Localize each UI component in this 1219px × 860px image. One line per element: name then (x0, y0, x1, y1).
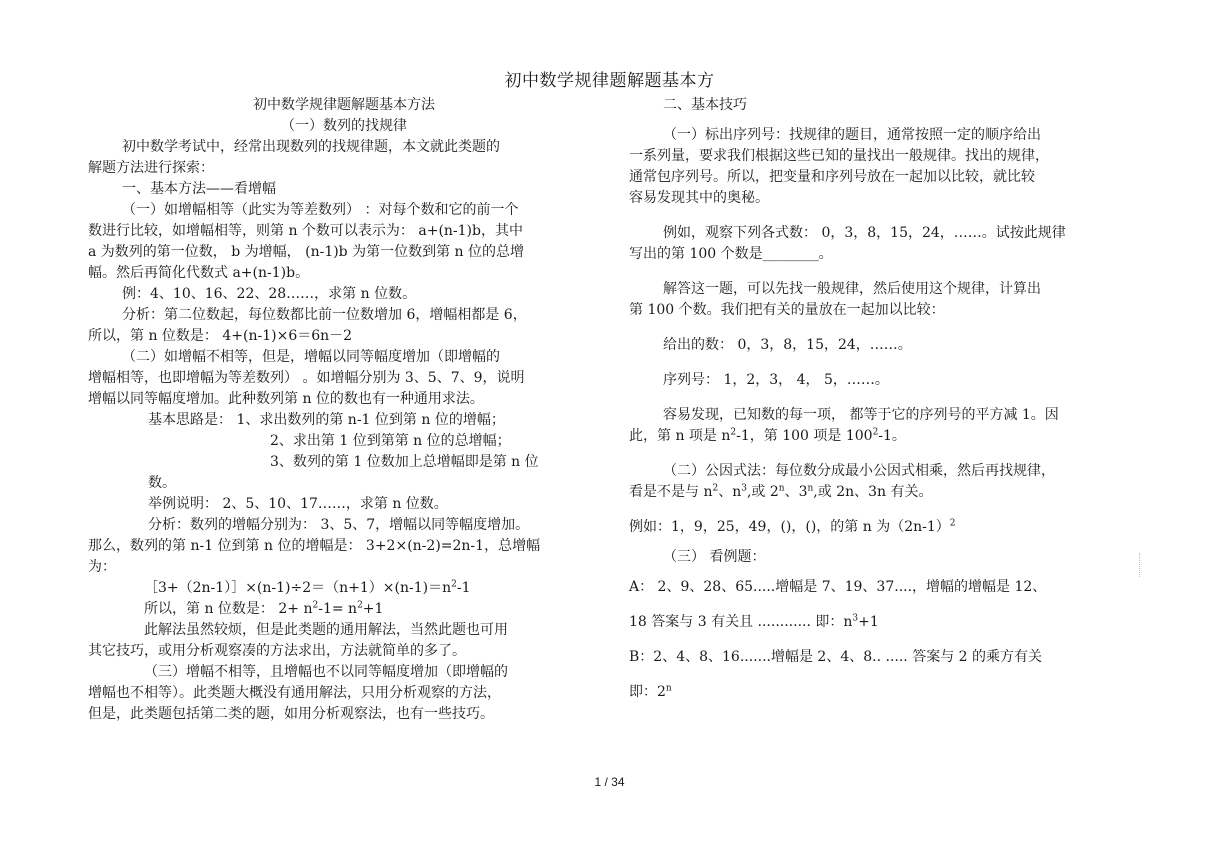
example-line: 举例说明： 2、5、10、17……，求第 n 位数。 (148, 496, 448, 512)
paragraph-line: 解答这一题，可以先找一般规律，然后使用这个规律，计算出 (663, 281, 1041, 297)
paragraph-line: 为： (88, 559, 116, 575)
page-total: 34 (611, 775, 625, 789)
heading-line: 一、基本方法——看增幅 (122, 181, 276, 197)
paragraph-line: 解题方法进行探索： (88, 160, 214, 176)
paragraph-line: 幅。然后再简化代数式 a+(n-1)b。 (88, 265, 310, 281)
given-numbers-line: 给出的数： 0，3，8，15，24，……。 (663, 337, 912, 353)
paragraph-line: （一）如增幅相等（此实为等差数列） ：对每个数和它的前一个 (122, 202, 519, 218)
paragraph-line: 所以，第 n 位数是： 4+(n-1)×6＝6n－2 (88, 328, 353, 344)
paragraph-line: 增幅也不相等）。此类题大概没有通用解法，只用分析观察的方法， (88, 685, 501, 701)
example-line: 例如：1，9，25，49，()，()，的第 n 为$(2n-1)^2$ (629, 518, 956, 535)
right-column (629, 95, 1149, 703)
sequence-index-line: 序列号： 1，2，3， 4， 5，……。 (663, 372, 889, 388)
paragraph-line: 一系列量，要求我们根据这些已知的量找出一般规律。找出的规律， (629, 148, 1049, 164)
formula-line: $[3+(2n-1)]\times(n-1)\div 2=(n+1)\times(n-1)=n^2-1$ (144, 579, 471, 596)
subsection-title: （一）数列的找规律 (281, 118, 407, 134)
paragraph-line: 增幅相等，也即增幅为等差数列） 。如增幅分别为 3、5、7、9，说明 (88, 370, 525, 386)
paragraph-line: （三）增幅不相等，且增幅也不以同等幅度增加（即增幅的 (144, 664, 508, 680)
step-line: 3、数列的第 1 位数加上总增幅即是第 n 位 (270, 454, 539, 470)
subsection-title: （三） 看例题： (663, 549, 766, 565)
paragraph-line: 分析：数列的增幅分别为： 3、5、7，增幅以同等幅度增加。 (148, 517, 530, 533)
paragraph-line: 通常包序列号。所以，把变量和序列号放在一起加以比较，就比较 (629, 169, 1035, 185)
page-number (0, 775, 1219, 789)
paragraph-line: 增幅以同等幅度增加。此种数列第 n 位的数也有一种通用求法。 (88, 391, 484, 407)
paragraph-line: 初中数学考试中，经常出现数列的找规律题，本文就此类题的 (122, 139, 500, 155)
paragraph-line: 此解法虽然较烦，但是此类题的通用解法，当然此题也可用 (144, 622, 508, 638)
paragraph-line: 但是，此类题包括第二类的题，如用分析观察法，也有一些技巧。 (88, 706, 494, 722)
paragraph-line: 其它技巧，或用分析观察凑的方法求出，方法就简单的多了。 (88, 643, 466, 659)
paragraph-line: （一）标出序列号：找规律的题目，通常按照一定的顺序给出 (663, 127, 1041, 143)
formula-line: 此，第 n 项是 $n^2-1$，第 100 项是 $100^2-1$。 (629, 427, 906, 444)
example-line: A： 2、9、28、65.....增幅是 7、19、37....，增幅的增幅是 12、 (629, 579, 1047, 595)
paragraph-line: 那么，数列的第 n-1 位到第 n 位的增幅是： 3+2×(n-2)=2n-1，总增幅 (88, 538, 541, 554)
left-column (88, 95, 600, 725)
paragraph-line: 容易发现，已知数的每一项， 都等于它的序列号的平方减 1。因 (663, 407, 1059, 423)
page-separator: / (601, 775, 612, 789)
section-title: 初中数学规律题解题基本方法 (253, 97, 435, 113)
example-line: 例如，观察下列各式数： 0，3，8，15，24，……。试按此规律 (663, 225, 1066, 241)
document-title: 初中数学规律题解题基本方 (504, 71, 715, 91)
step-line: 2、求出第 1 位到第第 n 位的总增幅； (270, 433, 511, 449)
section-title: 二、基本技巧 (663, 97, 747, 113)
step-line: 基本思路是： 1、求出数列的第 n-1 位到第 n 位的增幅； (148, 412, 505, 428)
formula-line: 所以，第 n 位数是： $2+ n^2-1= n^2+1$ (144, 600, 384, 617)
example-line: 例：4、10、16、22、28……，求第 n 位数。 (122, 286, 417, 302)
paragraph-line: 分析：第二位数起，每位数都比前一位数增加 6，增幅相都是 6， (122, 307, 527, 323)
example-line: 写出的第 100 个数是________。 (629, 246, 833, 262)
paragraph-line: （二）公因式法：每位数分成最小公因式相乘，然后再找规律， (663, 463, 1055, 479)
formula-line: 看是不是与 $n^2$、$n^3$,或 2$^n$、3$^n$,或 2n、3n 有关。 (629, 483, 933, 500)
paragraph-line: （二）如增幅不相等，但是，增幅以同等幅度增加（即增幅的 (122, 349, 500, 365)
paragraph-line: a 为数列的第一位数， b 为增幅， (n-1)b 为第一位数到第 n 位的总增 (88, 244, 525, 260)
paragraph-line: 第 100 个数。我们把有关的量放在一起加以比较： (629, 302, 945, 318)
page-current: 1 (594, 775, 602, 789)
paragraph-line: 数进行比较，如增幅相等，则第 n 个数可以表示为： a+(n-1)b，其中 (88, 223, 523, 239)
paragraph-line: 容易发现其中的奥秘。 (629, 190, 769, 206)
formula-line: 18 答案与 3 有关且 ............ 即：$n^3+1$ (629, 613, 879, 630)
step-line: 数。 (148, 475, 176, 491)
margin-guide (1139, 553, 1140, 577)
example-line: B：2、4、8、16.......增幅是 2、4、8.. ..... 答案与 2 的乘方有关 (629, 649, 1043, 665)
formula-line: 即：2$^n$ (629, 683, 672, 700)
